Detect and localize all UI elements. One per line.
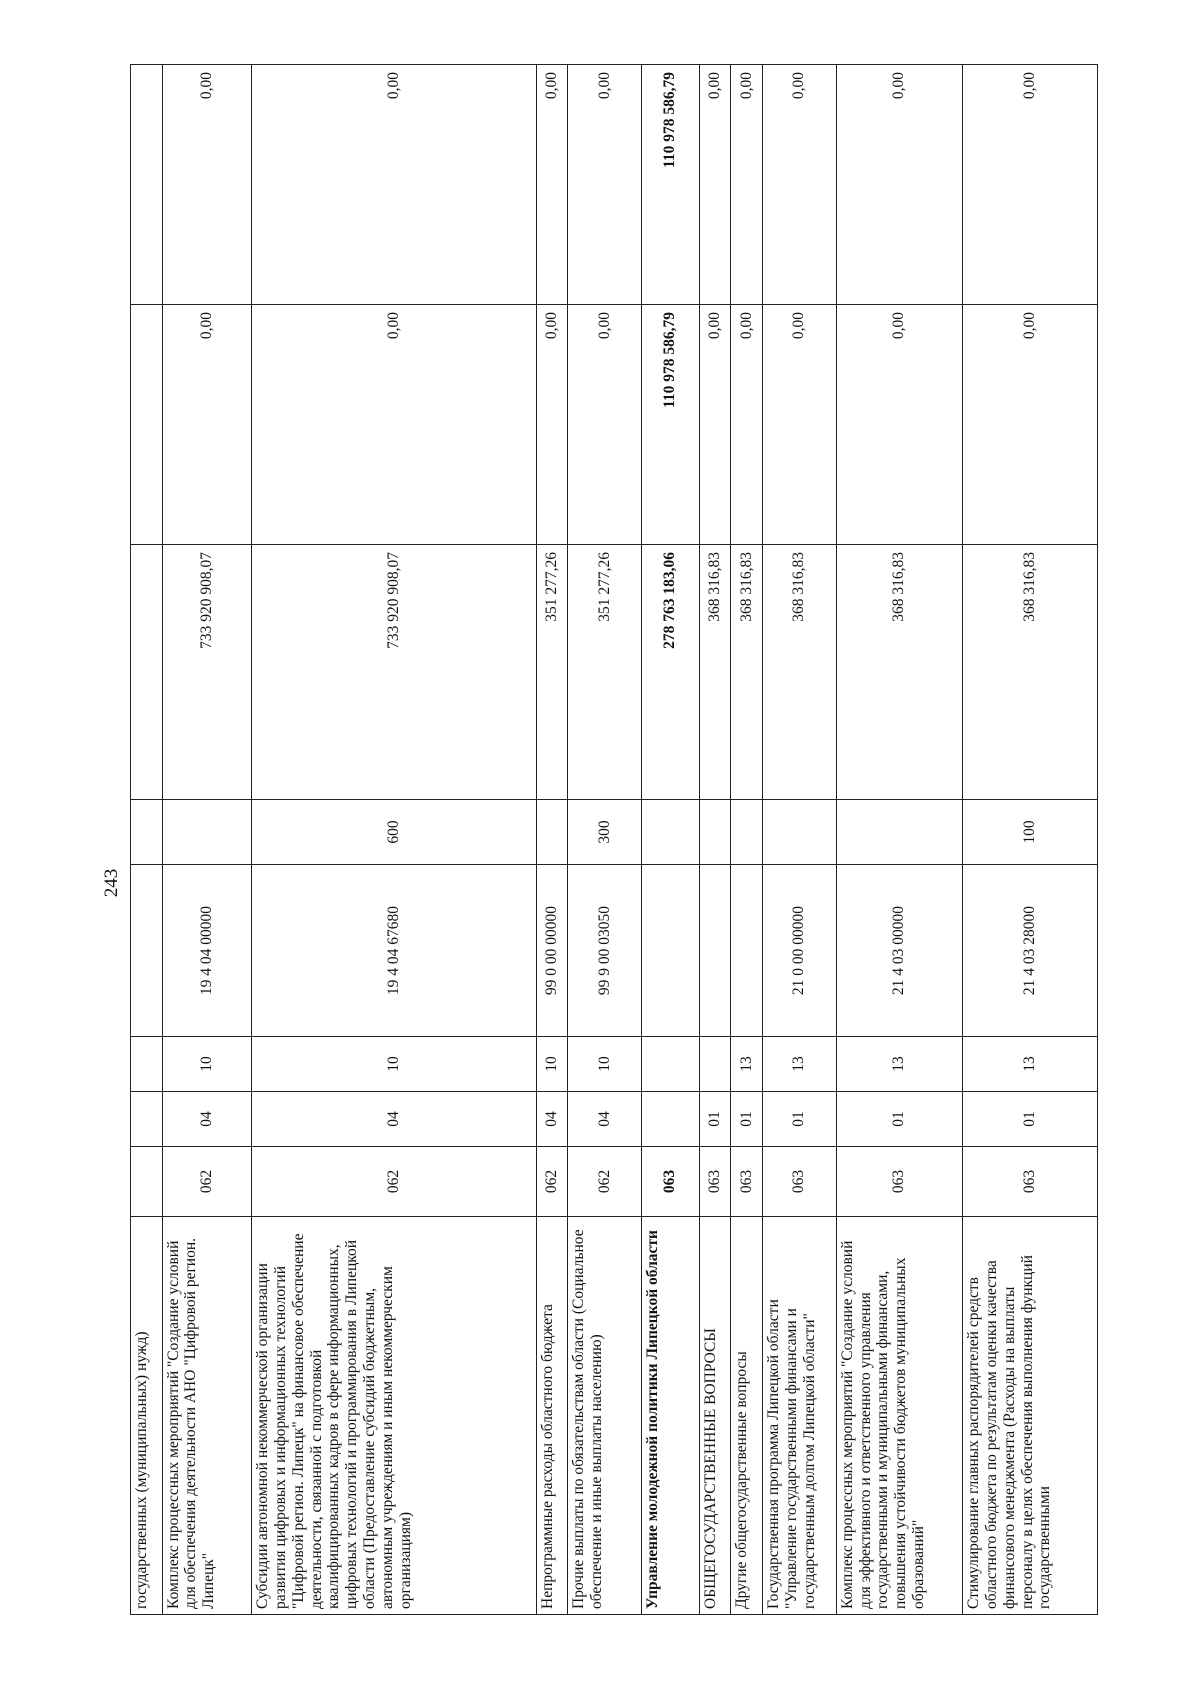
- cell-section: 01: [699, 1092, 731, 1147]
- cell-amount2: 0,00: [731, 305, 763, 545]
- cell-amount1: 351 277,26: [536, 545, 568, 800]
- cell-description: Другие общегосударственные вопросы: [731, 1217, 763, 1615]
- cell-section: 04: [568, 1092, 642, 1147]
- cell-amount2: [131, 305, 163, 545]
- cell-exp: [762, 800, 836, 865]
- cell-amount3: 0,00: [568, 65, 642, 305]
- cell-amount3: 0,00: [731, 65, 763, 305]
- cell-exp: 100: [963, 800, 1098, 865]
- cell-subsection: [699, 1037, 731, 1092]
- cell-subsection: [131, 1037, 163, 1092]
- table-row: [131, 65, 163, 1615]
- cell-admin: 062: [536, 1147, 568, 1217]
- cell-amount1: 351 277,26: [568, 545, 642, 800]
- cell-target: 21 4 03 00000: [836, 865, 962, 1037]
- cell-amount1: 733 920 908,07: [162, 545, 252, 800]
- budget-table: [130, 64, 1098, 1615]
- cell-section: 04: [162, 1092, 252, 1147]
- cell-section: 01: [762, 1092, 836, 1147]
- cell-amount2: 0,00: [536, 305, 568, 545]
- cell-amount2: 0,00: [699, 305, 731, 545]
- cell-exp: 300: [568, 800, 642, 865]
- table-row: [836, 65, 962, 1615]
- cell-amount3: 0,00: [252, 65, 536, 305]
- cell-exp: [731, 800, 763, 865]
- cell-amount3: 0,00: [963, 65, 1098, 305]
- table-row: [641, 65, 699, 1615]
- cell-amount1: 278 763 183,06: [641, 545, 699, 800]
- cell-exp: [836, 800, 962, 865]
- cell-amount3: [131, 65, 163, 305]
- cell-admin: 063: [836, 1147, 962, 1217]
- cell-subsection: 10: [162, 1037, 252, 1092]
- cell-amount1: 368 316,83: [836, 545, 962, 800]
- cell-section: 04: [536, 1092, 568, 1147]
- cell-description: ОБЩЕГОСУДАРСТВЕННЫЕ ВОПРОСЫ: [699, 1217, 731, 1615]
- cell-amount2: 0,00: [963, 305, 1098, 545]
- table-row: [536, 65, 568, 1615]
- cell-amount1: 368 316,83: [963, 545, 1098, 800]
- cell-amount1: [131, 545, 163, 800]
- budget-table-container: [130, 65, 1098, 1615]
- table-row: [699, 65, 731, 1615]
- cell-admin: 062: [568, 1147, 642, 1217]
- cell-target: 19 4 04 67680: [252, 865, 536, 1037]
- cell-subsection: 10: [252, 1037, 536, 1092]
- cell-target: 99 9 00 03050: [568, 865, 642, 1037]
- table-row: [252, 65, 536, 1615]
- cell-amount3: 0,00: [162, 65, 252, 305]
- cell-exp: [131, 800, 163, 865]
- table-row: [963, 65, 1098, 1615]
- cell-target: 21 4 03 28000: [963, 865, 1098, 1037]
- cell-amount2: 0,00: [568, 305, 642, 545]
- cell-subsection: 13: [963, 1037, 1098, 1092]
- cell-description: Прочие выплаты по обязательствам области (Социальное обеспечение и иные выплаты населению): [568, 1217, 642, 1615]
- cell-subsection: 13: [836, 1037, 962, 1092]
- cell-amount2: 110 978 586,79: [641, 305, 699, 545]
- cell-admin: 062: [252, 1147, 536, 1217]
- cell-subsection: 13: [731, 1037, 763, 1092]
- table-row: [731, 65, 763, 1615]
- cell-admin: 062: [162, 1147, 252, 1217]
- table-row: [568, 65, 642, 1615]
- cell-description: Управление молодежной политики Липецкой области: [641, 1217, 699, 1615]
- cell-section: 01: [731, 1092, 763, 1147]
- cell-exp: [699, 800, 731, 865]
- cell-description: Непрограммные расходы областного бюджета: [536, 1217, 568, 1615]
- cell-subsection: 10: [536, 1037, 568, 1092]
- table-row: [762, 65, 836, 1615]
- cell-amount3: 0,00: [699, 65, 731, 305]
- cell-description: Комплекс процессных мероприятий "Создание условий для эффективного и ответственного управления государственными и муниципальными финансами, повышения устойчивости бюджетов муниципальных образований": [836, 1217, 962, 1615]
- cell-section: 01: [836, 1092, 962, 1147]
- cell-amount2: 0,00: [162, 305, 252, 545]
- cell-amount2: 0,00: [762, 305, 836, 545]
- cell-exp: [162, 800, 252, 865]
- cell-amount3: 0,00: [836, 65, 962, 305]
- cell-amount1: 733 920 908,07: [252, 545, 536, 800]
- cell-subsection: 10: [568, 1037, 642, 1092]
- page-number: 243: [101, 868, 122, 898]
- cell-description: Стимулирование главных распорядителей средств областного бюджета по результатам оценки качества финансового менеджмента (Расходы на выплаты персоналу в целях обеспечения выполнения функций государственными: [963, 1217, 1098, 1615]
- cell-admin: 063: [963, 1147, 1098, 1217]
- cell-exp: [536, 800, 568, 865]
- cell-exp: [641, 800, 699, 865]
- cell-target: [731, 865, 763, 1037]
- cell-section: [131, 1092, 163, 1147]
- cell-description: Государственная программа Липецкой области "Управление государственными финансами и государственным долгом Липецкой области": [762, 1217, 836, 1615]
- cell-admin: 063: [731, 1147, 763, 1217]
- cell-subsection: 13: [762, 1037, 836, 1092]
- cell-subsection: [641, 1037, 699, 1092]
- cell-exp: 600: [252, 800, 536, 865]
- cell-target: [131, 865, 163, 1037]
- cell-amount3: 110 978 586,79: [641, 65, 699, 305]
- cell-amount1: 368 316,83: [762, 545, 836, 800]
- cell-description: Субсидии автономной некоммерческой организации развития цифровых и информационных технологий "Цифровой регион. Липецк" на финансовое обеспечение деятельности, связанной с подготовкой квалифицированных кадров в сфере информационных, цифровых технологий и программирования в Липецкой области (Предоставление субсидий бюджетным, автономным учреждениям и иным некоммерческим организациям): [252, 1217, 536, 1615]
- cell-admin: 063: [641, 1147, 699, 1217]
- cell-admin: 063: [762, 1147, 836, 1217]
- cell-section: 01: [963, 1092, 1098, 1147]
- table-row: [162, 65, 252, 1615]
- cell-amount2: 0,00: [252, 305, 536, 545]
- cell-section: [641, 1092, 699, 1147]
- cell-target: 19 4 04 00000: [162, 865, 252, 1037]
- cell-admin: [131, 1147, 163, 1217]
- cell-amount1: 368 316,83: [699, 545, 731, 800]
- cell-amount3: 0,00: [762, 65, 836, 305]
- cell-section: 04: [252, 1092, 536, 1147]
- cell-amount3: 0,00: [536, 65, 568, 305]
- cell-admin: 063: [699, 1147, 731, 1217]
- cell-target: [641, 865, 699, 1037]
- cell-description: Комплекс процессных мероприятий "Создание условий для обеспечения деятельности АНО "Цифровой регион. Липецк": [162, 1217, 252, 1615]
- cell-target: 99 0 00 00000: [536, 865, 568, 1037]
- cell-amount2: 0,00: [836, 305, 962, 545]
- cell-target: [699, 865, 731, 1037]
- cell-description: государственных (муниципальных) нужд): [131, 1217, 163, 1615]
- cell-amount1: 368 316,83: [731, 545, 763, 800]
- cell-target: 21 0 00 00000: [762, 865, 836, 1037]
